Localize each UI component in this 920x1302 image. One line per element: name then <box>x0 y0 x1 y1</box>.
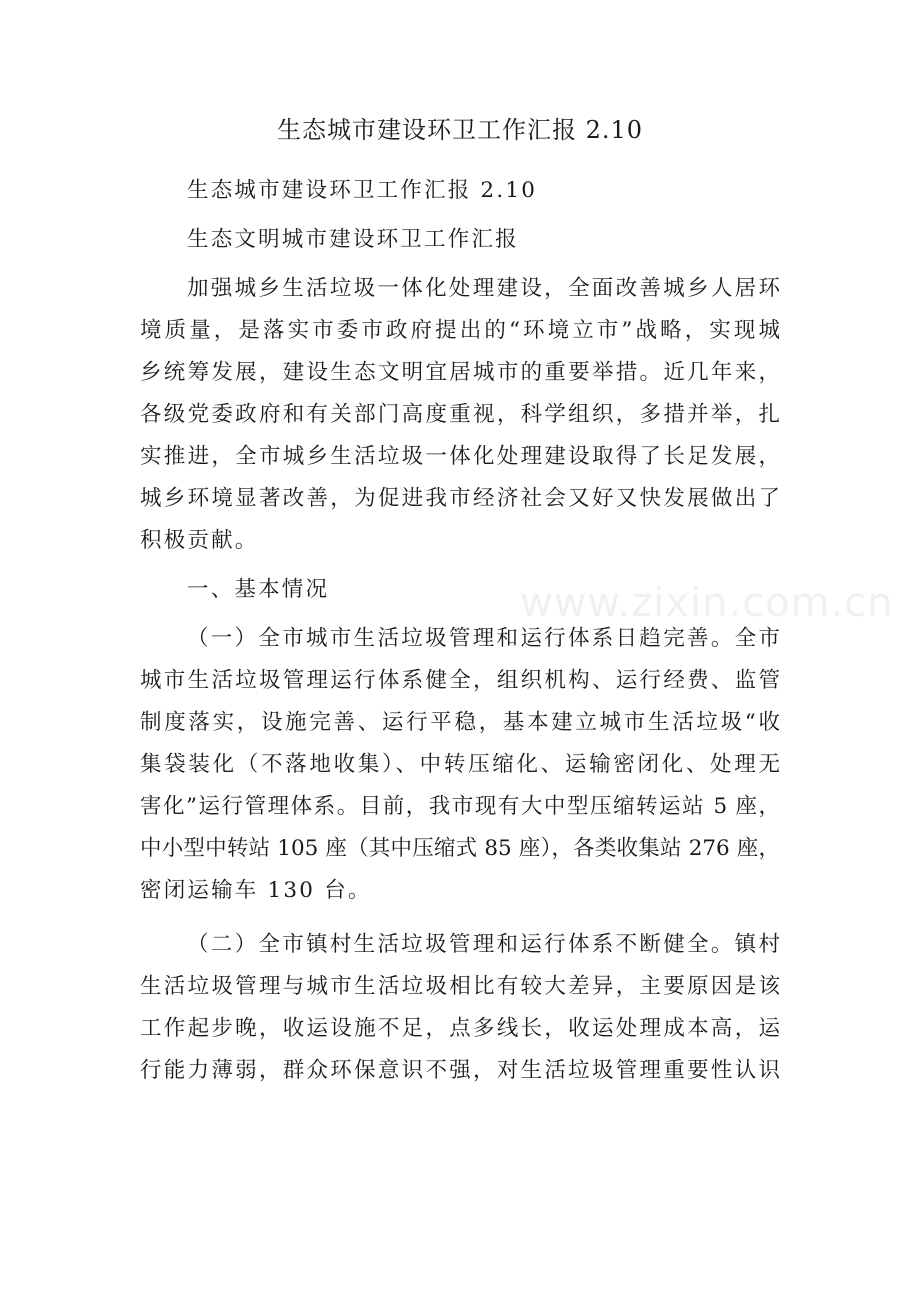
paragraph-line: 积极贡献。 <box>140 528 259 553</box>
paragraph-line: （二）全市镇村生活垃圾管理和运行体系不断健全。镇村 <box>187 932 780 957</box>
document-body <box>140 170 780 1092</box>
document-title: 生态城市建设环卫工作汇报 2.10 <box>276 116 644 144</box>
paragraph-line: 城市生活垃圾管理运行体系健全，组织机构、运行经费、监管 <box>140 668 780 693</box>
paragraph-line: （一）全市城市生活垃圾管理和运行体系日趋完善。全市 <box>187 626 780 651</box>
paragraph-line: 害化”运行管理体系。目前，我市现有大中型压缩转运站 5 座， <box>140 794 780 819</box>
paragraph-line: 行能力薄弱，群众环保意识不强，对生活垃圾管理重要性认识 <box>140 1058 780 1083</box>
paragraph-line: 各级党委政府和有关部门高度重视，科学组织，多措并举，扎 <box>140 402 780 427</box>
paragraph-line: 制度落实，设施完善、运行平稳，基本建立城市生活垃圾“收 <box>140 710 780 735</box>
paragraph-line: 实推进，全市城乡生活垃圾一体化处理建设取得了长足发展， <box>140 444 780 469</box>
paragraph-line: 城乡环境显著改善，为促进我市经济社会又好又快发展做出了 <box>140 486 780 511</box>
subtitle-line: 生态城市建设环卫工作汇报 2.10 <box>187 178 538 203</box>
watermark: www.zixin.com.cn <box>520 580 894 626</box>
paragraph-2 <box>140 924 780 1092</box>
paragraph-line: 中小型中转站 105 座（其中压缩式 85 座），各类收集站 276 座， <box>140 836 780 861</box>
paragraph-1 <box>140 618 780 912</box>
paragraph-line: 密闭运输车 130 台。 <box>140 878 372 903</box>
paragraph-line: 生活垃圾管理与城市生活垃圾相比有较大差异，主要原因是该 <box>140 974 780 999</box>
subtitle-line: 生态文明城市建设环卫工作汇报 <box>187 227 519 252</box>
intro-paragraph <box>140 268 780 562</box>
paragraph-line: 工作起步晚，收运设施不足，点多线长，收运处理成本高，运 <box>140 1016 780 1041</box>
paragraph-line: 加强城乡生活垃圾一体化处理建设，全面改善城乡人居环 <box>187 276 780 301</box>
section-heading: 一、基本情况 <box>187 577 330 602</box>
paragraph-line: 乡统筹发展，建设生态文明宜居城市的重要举措。近几年来， <box>140 360 780 385</box>
paragraph-line: 境质量，是落实市委市政府提出的“环境立市”战略，实现城 <box>140 318 780 343</box>
paragraph-line: 集袋装化（不落地收集）、中转压缩化、运输密闭化、处理无 <box>140 752 780 777</box>
